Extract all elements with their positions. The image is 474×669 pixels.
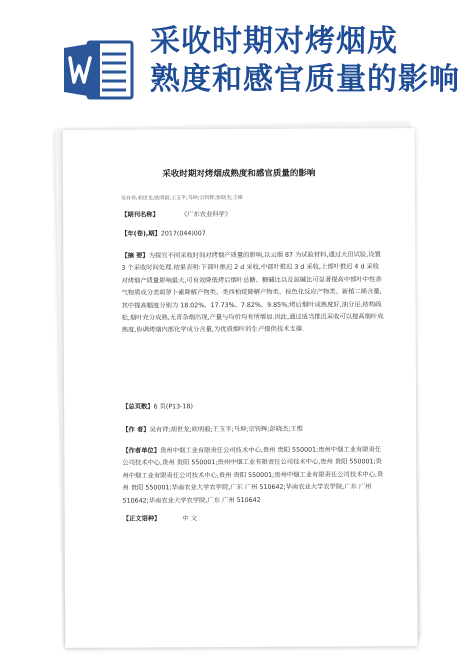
field-abstract bbox=[121, 249, 383, 337]
field-year-label: 【年(卷),期】 bbox=[121, 230, 161, 238]
field-journal-label: 【期刊名称】 bbox=[121, 211, 159, 219]
field-journal bbox=[121, 208, 383, 222]
banner bbox=[0, 0, 474, 118]
document-page bbox=[63, 128, 418, 648]
field-abstract-label: 【摘 要】 bbox=[121, 252, 149, 260]
field-year-volume bbox=[121, 227, 383, 241]
field-language-value: 中 文 bbox=[182, 515, 198, 523]
banner-title-line-2: 熟度和感官质量的影响 bbox=[150, 62, 460, 97]
field-journal-value: 《广东农业科学》 bbox=[180, 211, 232, 219]
field-pages-label: 【总页数】 bbox=[122, 403, 154, 411]
field-affiliation-label: 【作者单位】 bbox=[122, 447, 161, 455]
word-document-icon bbox=[62, 38, 136, 102]
field-page-count bbox=[122, 400, 384, 414]
field-abstract-value: 为探究不同采收时间对烤烟产质量的影响,以云烟 87 为试验材料,通过大田试验,设置 3 个采收时间处理.结果表明:下部叶推迟 2 d 采收,中部叶推迟 3 d 采收,上部叶推迟 4 d 采收对烤烟产质量影响最大,可有效降低烤后烟叶总糖、糖碱比以及氮碱比可显著提高中部叶中性香气物质成分类胡萝卜素降解产物类、类西柏烷降解产物类、棕色化反应产物类、新植二烯含量,其中提高幅度分别为 18.02%、17.73%、7.82%、9.85%;烤后烟叶成熟度好,油分足,结构疏松,烟叶充分成熟,无青杂烟出现,产量与均价均有所增加.因此,通过适当推迟采收可以提高烟叶成熟度,协调烤烟内部化学成分含量,为优质烟叶的生产提供技术支撑. bbox=[121, 251, 384, 335]
document-authors-line: 吴有祥;胡世龙;欧明毅;王玉平;马坤;宗钊辉;彭晓杰;王维 bbox=[120, 194, 243, 202]
field-authors bbox=[122, 423, 384, 437]
document-title: 采收时期对烤烟成熟度和感官质量的影响 bbox=[162, 168, 316, 180]
field-affiliation bbox=[122, 444, 384, 507]
field-language-label: 【正文语种】 bbox=[122, 515, 161, 523]
field-authors-value: 吴有祥;胡世龙;欧明毅;王玉平;马坤;宗钊辉;彭晓杰;王维 bbox=[149, 425, 304, 434]
field-pages-value: 6 页(P13-18) bbox=[153, 403, 193, 411]
field-year-value: 2017(044)007 bbox=[160, 230, 206, 238]
field-authors-label: 【作 者】 bbox=[122, 426, 150, 434]
banner-title-line-1: 采收时期对烤烟成 bbox=[150, 24, 398, 59]
field-language bbox=[123, 512, 385, 526]
field-affiliation-value: 贵州中烟工业有限责任公司技术中心,贵州 贵阳 550001;贵州中烟工业有限责任公司技术中心,贵州 贵阳 550001;贵州中烟工业有限责任公司技术中心,贵州 贵阳 550001;贵州中烟工业有限责任公司技术中心,贵州 贵阳 550001;贵州中烟工业有限责任公司技术中心,贵州 贵阳 550001;华南农业大学农学院,广东 广州 510642;华南农业大学农学院,广东 广州 510642;华南农业大学农学院,广东 广州 510642 bbox=[122, 446, 384, 505]
